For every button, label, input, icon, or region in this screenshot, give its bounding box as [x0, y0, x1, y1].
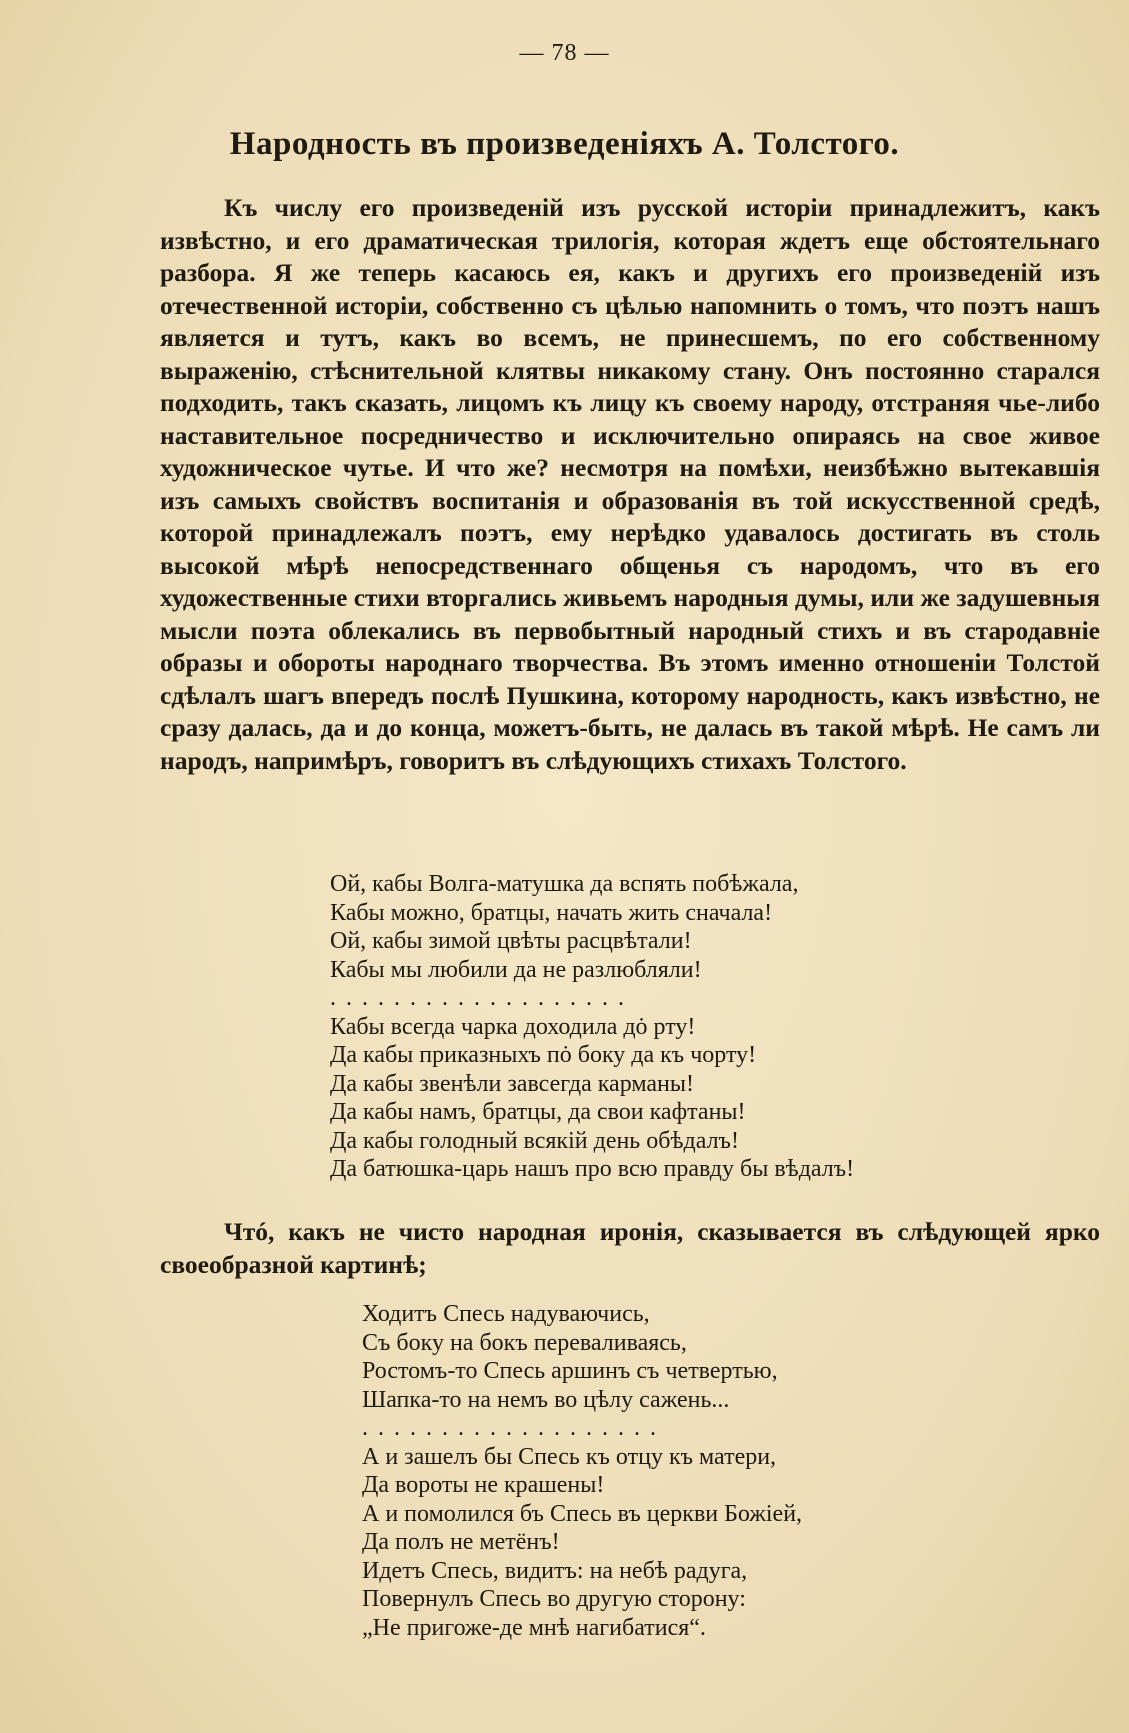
- verse-line: Съ боку на бокъ переваливаясь,: [362, 1329, 687, 1356]
- verse-line: Да батюшка-царь нашъ про всю правду бы вѣдалъ!: [330, 1156, 855, 1182]
- verse-line: А и помолился бъ Спесь въ церкви Божіей,: [362, 1500, 803, 1527]
- verse-line: Ой, кабы зимой цвѣты расцвѣтали!: [330, 928, 692, 954]
- verse-line: Да кабы намъ, братцы, да свои кафтаны!: [330, 1099, 746, 1125]
- verse-line: Ой, кабы Волга-матушка да вспять побѣжала,: [330, 871, 799, 897]
- verse-line: А и зашелъ бы Спесь къ отцу къ матери,: [362, 1443, 777, 1470]
- verse-line: Шапка-то на немъ во цѣлу сажень...: [362, 1386, 730, 1413]
- verse-ellipsis: . . . . . . . . . . . . . . . . . . .: [330, 985, 626, 1011]
- page-number: — 78 —: [519, 40, 610, 66]
- verse-line: Кабы мы любили да не разлюбляли!: [330, 956, 702, 983]
- verse-line: Да кабы приказныхъ пȯ боку да къ чорту!: [330, 1042, 757, 1068]
- poem-excerpt-spes: [362, 1300, 802, 1642]
- chapter-title: Народность въ произведеніяхъ А. Толстого.: [229, 126, 900, 162]
- verse-line: Ростомъ-то Спесь аршинъ съ четвертью,: [362, 1358, 778, 1384]
- verse-line: Кабы можно, братцы, начать жить сначала!: [330, 899, 773, 926]
- verse-line: Да вороты не крашены!: [362, 1472, 605, 1498]
- verse-line: Да кабы голодный всякій день обѣдалъ!: [330, 1127, 739, 1154]
- paragraph-text: Къ числу его произведеній изъ русской исторіи принадлежитъ, какъ извѣстно, и его драматическая трилогія, которая ждетъ еще обстоятельнаго разбора. Я же теперь касаюсь ея, какъ и другихъ его произведеній изъ отечественной исторіи, собственно съ цѣлью напомнить о томъ, что поэтъ нашъ является и тутъ, какъ во всемъ, не принесшемъ, по его собственному выраженію, стѣснительной клятвы никакому стану. Онъ постоянно старался подходить, такъ сказать, лицомъ къ лицу къ своему народу, отстраняя чье-либо наставительное посредничество и исключительно опираясь на свое живое художническое чутье. И что же? несмотря на помѣхи, неизбѣжно вытекавшія изъ самыхъ свойствъ воспитанія и образованія въ той искусственной средѣ, которой принадлежалъ поэтъ, ему нерѣдко удавалось достигать въ столь высокой мѣрѣ непосредственнаго общенья съ народомъ, что въ его художественные стихи вторгались живьемъ народныя думы, или же задушевныя мысли поэта облекались въ первобытный народный стихъ и въ стародавніе образы и обороты народнаго творчества. Въ этомъ именно отношеніи Толстой сдѣлалъ шагъ впередъ послѣ Пушкина, которому народность, какъ извѣстно, не сразу далась, да и до конца, можетъ-быть, не далась въ такой мѣрѣ. Не самъ ли народъ, напримѣръ, говоритъ въ слѣдующихъ стихахъ Толстого.: [160, 193, 1100, 775]
- verse-line: Кабы всегда чарка доходила дȯ рту!: [330, 1013, 696, 1040]
- verse-ellipsis: . . . . . . . . . . . . . . . . . . .: [362, 1415, 658, 1441]
- verse-line: Да кабы звенѣли завсегда карманы!: [330, 1070, 694, 1097]
- verse-line: Идетъ Спесь, видитъ: на небѣ радуга,: [362, 1557, 748, 1584]
- body-paragraph: [160, 192, 1100, 777]
- verse-line: Да полъ не метёнъ!: [362, 1529, 560, 1555]
- verse-line: Повернулъ Спесь во другую сторону:: [362, 1586, 746, 1612]
- verse-line: „Не пригоже-де мнѣ нагибатися“.: [362, 1614, 706, 1641]
- body-paragraph: [160, 1216, 1100, 1281]
- poem-excerpt-volga: [330, 870, 854, 1184]
- paragraph-text: Чтó, какъ не чисто народная иронія, сказывается въ слѣдующей ярко своеобразной картинѣ;: [160, 1217, 1100, 1279]
- verse-line: Ходитъ Спесь надуваючись,: [362, 1301, 650, 1327]
